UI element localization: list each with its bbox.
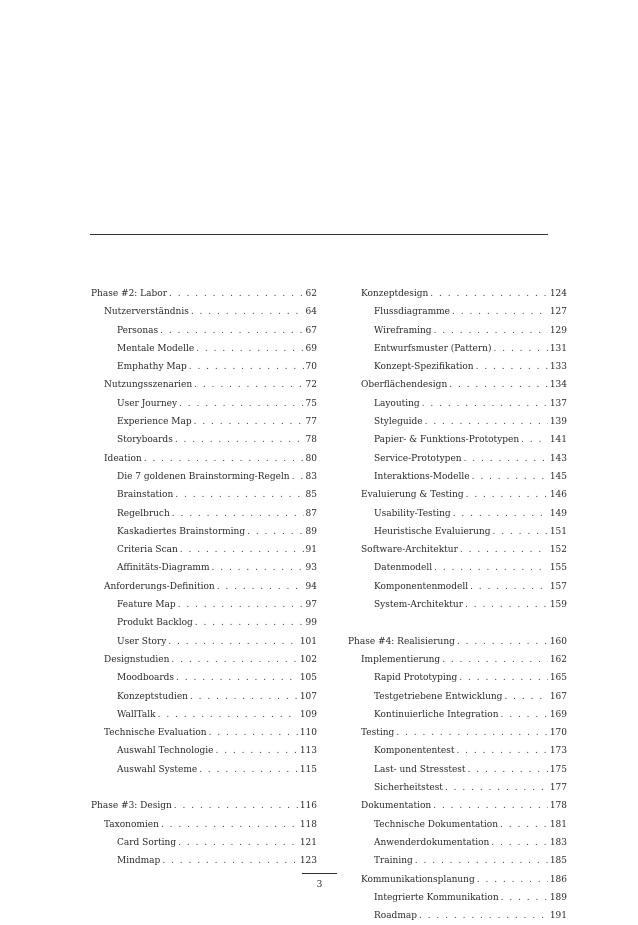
dot-leader bbox=[460, 541, 548, 559]
toc-subsection-entry[interactable] bbox=[348, 523, 567, 541]
toc-entry-title: Wireframing bbox=[374, 325, 432, 336]
toc-entry-page: 173 bbox=[549, 746, 567, 757]
dot-leader bbox=[178, 596, 304, 614]
toc-entry-title: Konzeptdesign bbox=[361, 289, 429, 299]
dot-leader bbox=[492, 523, 547, 541]
toc-entry-title: Datenmodell bbox=[374, 563, 433, 574]
toc-entry-title: Last- und Stresstest bbox=[374, 764, 466, 775]
toc-entry-title: Komponentenmodell bbox=[374, 581, 469, 592]
toc-subsection-entry[interactable] bbox=[91, 596, 317, 614]
header-rule bbox=[90, 234, 548, 235]
toc-section-entry[interactable] bbox=[91, 578, 317, 596]
dot-leader bbox=[194, 413, 304, 431]
toc-entry-title: Feature Map bbox=[117, 600, 176, 611]
toc-entry-title: Produkt Backlog bbox=[117, 618, 193, 629]
toc-entry-title: Taxonomien bbox=[104, 819, 159, 830]
toc-subsection-entry[interactable] bbox=[348, 907, 567, 925]
dot-leader bbox=[175, 486, 303, 504]
dot-leader bbox=[396, 724, 548, 742]
dot-leader bbox=[168, 633, 298, 651]
toc-entry-page: 162 bbox=[549, 654, 567, 665]
toc-subsection-entry[interactable] bbox=[91, 358, 317, 376]
dot-leader bbox=[172, 505, 304, 523]
toc-entry-page: 185 bbox=[549, 856, 567, 867]
toc-entry-title: Regelbruch bbox=[117, 508, 170, 519]
toc-entry-page: 165 bbox=[549, 673, 567, 684]
toc-entry-page: 170 bbox=[549, 728, 567, 739]
toc-section-entry[interactable] bbox=[91, 816, 317, 834]
dot-leader bbox=[500, 816, 548, 834]
toc-phase-entry[interactable] bbox=[348, 633, 567, 651]
dot-leader bbox=[433, 797, 548, 815]
toc-entry-title: Ideation bbox=[104, 453, 142, 464]
toc-subsection-entry[interactable] bbox=[348, 688, 567, 706]
dot-leader bbox=[459, 669, 547, 687]
toc-entry-page: 75 bbox=[305, 398, 317, 409]
dot-leader bbox=[521, 431, 548, 449]
dot-leader bbox=[501, 706, 548, 724]
toc-entry-title: Testing bbox=[361, 728, 395, 739]
toc-subsection-entry[interactable] bbox=[348, 340, 567, 358]
dot-leader bbox=[175, 431, 304, 449]
toc-subsection-entry[interactable] bbox=[91, 431, 317, 449]
toc-entry-page: 169 bbox=[549, 709, 567, 720]
toc-entry-title: Testgetriebene Entwicklung bbox=[374, 691, 503, 702]
toc-entry-page: 146 bbox=[549, 490, 567, 501]
toc-entry-title: Brainstation bbox=[117, 490, 174, 501]
toc-subsection-entry[interactable] bbox=[91, 834, 317, 852]
toc-entry-title: Phase #3: Design bbox=[91, 801, 172, 812]
toc-entry-title: Sicherheitstest bbox=[374, 783, 443, 794]
dot-leader bbox=[162, 852, 298, 870]
toc-entry-title: Mentale Modelle bbox=[117, 343, 195, 354]
dot-leader bbox=[442, 651, 548, 669]
toc-subsection-entry[interactable] bbox=[91, 322, 317, 340]
dot-leader bbox=[292, 468, 304, 486]
toc-subsection-entry[interactable] bbox=[91, 614, 317, 632]
toc-section-entry[interactable] bbox=[91, 651, 317, 669]
toc-entry-page: 145 bbox=[549, 471, 567, 482]
dot-leader bbox=[196, 340, 303, 358]
dot-leader bbox=[191, 303, 304, 321]
toc-entry-title: Card Sorting bbox=[117, 837, 177, 848]
toc-entry-title: Entwurfsmuster (Pattern) bbox=[374, 343, 492, 354]
toc-entry-page: 178 bbox=[549, 801, 567, 812]
dot-leader bbox=[477, 871, 548, 889]
toc-entry-title: Software-Architektur bbox=[361, 545, 458, 556]
toc-entry-title: Anwenderdokumentation bbox=[374, 837, 490, 848]
toc-entry-title: Service-Prototypen bbox=[374, 453, 462, 464]
toc-entry-page: 102 bbox=[299, 654, 317, 665]
dot-leader bbox=[195, 614, 304, 632]
toc-entry-title: Layouting bbox=[374, 398, 420, 409]
dot-leader bbox=[472, 468, 548, 486]
toc-entry-page: 177 bbox=[549, 783, 567, 794]
dot-leader bbox=[425, 413, 548, 431]
dot-leader bbox=[494, 340, 548, 358]
toc-entry-title: Styleguide bbox=[374, 417, 423, 428]
toc-entry-title: Criteria Scan bbox=[117, 545, 178, 556]
toc-entry-title: User Story bbox=[117, 636, 167, 647]
toc-entry-title: Designstudien bbox=[104, 654, 170, 665]
toc-entry-page: 89 bbox=[305, 526, 317, 537]
toc-section-entry[interactable] bbox=[91, 450, 317, 468]
dot-leader bbox=[465, 596, 548, 614]
toc-phase-entry[interactable] bbox=[91, 797, 317, 815]
dot-leader bbox=[247, 523, 303, 541]
toc-column-left bbox=[91, 285, 317, 871]
toc-subsection-entry[interactable] bbox=[348, 742, 567, 760]
toc-entry-title: Implementierung bbox=[361, 654, 441, 665]
dot-leader bbox=[449, 376, 548, 394]
toc-subsection-entry[interactable] bbox=[348, 505, 567, 523]
toc-subsection-entry[interactable] bbox=[91, 505, 317, 523]
footer-rule bbox=[302, 873, 337, 874]
dot-leader bbox=[217, 578, 304, 596]
toc-entry-title: Moodboards bbox=[117, 673, 175, 684]
toc-subsection-entry[interactable] bbox=[348, 889, 567, 907]
toc-entry-title: Kontinuierliche Integration bbox=[374, 709, 499, 720]
toc-entry-title: Affinitäts-Diagramm bbox=[117, 563, 210, 574]
dot-leader bbox=[209, 724, 298, 742]
toc-section-entry[interactable] bbox=[91, 303, 317, 321]
toc-section-entry[interactable] bbox=[348, 285, 567, 303]
toc-entry-page: 127 bbox=[549, 307, 567, 318]
toc-entry-title: Phase #4: Realisierung bbox=[348, 636, 455, 647]
toc-entry-page: 183 bbox=[549, 837, 567, 848]
toc-entry-page: 121 bbox=[299, 837, 317, 848]
toc-subsection-entry[interactable] bbox=[348, 431, 567, 449]
toc-subsection-entry[interactable] bbox=[91, 669, 317, 687]
toc-entry-title: Integrierte Kommunikation bbox=[374, 892, 499, 903]
dot-leader bbox=[491, 834, 548, 852]
toc-entry-title: Evaluierung & Testing bbox=[361, 490, 464, 501]
toc-entry-page: 110 bbox=[299, 728, 317, 739]
dot-leader bbox=[452, 303, 548, 321]
toc-entry-page: 160 bbox=[549, 636, 567, 647]
toc-subsection-entry[interactable] bbox=[348, 468, 567, 486]
toc-section-entry[interactable] bbox=[348, 651, 567, 669]
dot-leader bbox=[160, 322, 303, 340]
toc-entry-page: 83 bbox=[305, 471, 317, 482]
toc-section-entry[interactable] bbox=[348, 541, 567, 559]
toc-subsection-entry[interactable] bbox=[91, 541, 317, 559]
toc-entry-title: Kaskadiertes Brainstorming bbox=[117, 526, 246, 537]
toc-entry-title: Usability-Testing bbox=[374, 508, 451, 519]
dot-leader bbox=[501, 889, 548, 907]
dot-leader bbox=[215, 742, 297, 760]
page-number: 3 bbox=[316, 880, 323, 890]
toc-entry-page: 131 bbox=[549, 343, 567, 354]
toc-entry-title: Papier- & Funktions-Prototypen bbox=[374, 435, 520, 446]
toc-entry-page: 124 bbox=[549, 289, 567, 299]
toc-entry-title: System-Architektur bbox=[374, 600, 464, 611]
toc-entry-page: 69 bbox=[305, 343, 317, 354]
dot-leader bbox=[176, 669, 298, 687]
dot-leader bbox=[468, 761, 548, 779]
toc-entry-title: Konzeptstudien bbox=[117, 691, 188, 702]
toc-entry-title: Phase #2: Labor bbox=[91, 289, 168, 299]
toc-entry-page: 191 bbox=[549, 911, 567, 922]
toc-subsection-entry[interactable] bbox=[348, 779, 567, 797]
toc-subsection-entry[interactable] bbox=[91, 395, 317, 413]
toc-entry-title: Auswahl Technologie bbox=[117, 746, 214, 757]
toc-section-entry[interactable] bbox=[348, 486, 567, 504]
toc-entry-title: Kommunikationsplanung bbox=[361, 874, 475, 885]
toc-entry-title: Nutzungsszenarien bbox=[104, 380, 193, 391]
toc-entry-title: Technische Dokumentation bbox=[374, 819, 499, 830]
toc-entry-page: 167 bbox=[549, 691, 567, 702]
toc-entry-title: Technische Evaluation bbox=[104, 728, 207, 739]
toc-entry-page: 175 bbox=[549, 764, 567, 775]
toc-subsection-entry[interactable] bbox=[91, 688, 317, 706]
dot-leader bbox=[178, 834, 298, 852]
toc-section-entry[interactable] bbox=[348, 797, 567, 815]
toc-subsection-entry[interactable] bbox=[91, 468, 317, 486]
toc-subsection-entry[interactable] bbox=[348, 816, 567, 834]
dot-leader bbox=[179, 395, 304, 413]
toc-subsection-entry[interactable] bbox=[348, 450, 567, 468]
toc-entry-page: 141 bbox=[549, 435, 567, 446]
toc-subsection-entry[interactable] bbox=[348, 413, 567, 431]
toc-subsection-entry[interactable] bbox=[348, 578, 567, 596]
toc-subsection-entry[interactable] bbox=[91, 340, 317, 358]
dot-leader bbox=[466, 486, 548, 504]
toc-entry-page: 97 bbox=[305, 600, 317, 611]
toc-entry-title: Komponententest bbox=[374, 746, 455, 757]
toc-entry-page: 64 bbox=[305, 307, 317, 318]
dot-leader bbox=[190, 688, 298, 706]
dot-leader bbox=[434, 559, 548, 577]
toc-entry-page: 181 bbox=[549, 819, 567, 830]
dot-leader bbox=[194, 376, 303, 394]
toc-entry-page: 186 bbox=[549, 874, 567, 885]
toc-spacer bbox=[91, 779, 317, 797]
toc-entry-title: User Journey bbox=[117, 398, 178, 409]
toc-subsection-entry[interactable] bbox=[348, 761, 567, 779]
toc-entry-page: 159 bbox=[549, 600, 567, 611]
toc-phase-entry[interactable] bbox=[91, 285, 317, 303]
dot-leader bbox=[180, 541, 304, 559]
toc-entry-title: Heuristische Evaluierung bbox=[374, 526, 491, 537]
toc-subsection-entry[interactable] bbox=[348, 669, 567, 687]
toc-entry-page: 151 bbox=[549, 526, 567, 537]
dot-leader bbox=[158, 706, 298, 724]
dot-leader bbox=[174, 797, 298, 815]
toc-entry-page: 189 bbox=[549, 892, 567, 903]
dot-leader bbox=[422, 395, 548, 413]
toc-entry-title: Flussdiagramme bbox=[374, 307, 450, 318]
toc-subsection-entry[interactable] bbox=[91, 742, 317, 760]
toc-entry-page: 118 bbox=[299, 819, 317, 830]
dot-leader bbox=[445, 779, 548, 797]
toc-subsection-entry[interactable] bbox=[348, 706, 567, 724]
toc-entry-page: 115 bbox=[299, 764, 317, 775]
toc-entry-title: Die 7 goldenen Brainstorming-Regeln bbox=[117, 471, 290, 482]
toc-entry-title: Auswahl Systeme bbox=[117, 764, 198, 775]
dot-leader bbox=[169, 285, 304, 303]
toc-entry-page: 72 bbox=[305, 380, 317, 391]
toc-entry-page: 80 bbox=[305, 453, 317, 464]
dot-leader bbox=[464, 450, 548, 468]
dot-leader bbox=[419, 907, 548, 925]
dot-leader bbox=[457, 633, 548, 651]
toc-entry-title: Oberflächendesign bbox=[361, 380, 448, 391]
toc-entry-page: 101 bbox=[299, 636, 317, 647]
dot-leader bbox=[456, 742, 547, 760]
toc-entry-page: 129 bbox=[549, 325, 567, 336]
toc-entry-page: 137 bbox=[549, 398, 567, 409]
dot-leader bbox=[171, 651, 297, 669]
toc-entry-page: 105 bbox=[299, 673, 317, 684]
toc-entry-page: 91 bbox=[305, 545, 317, 556]
toc-entry-page: 107 bbox=[299, 691, 317, 702]
toc-entry-page: 157 bbox=[549, 581, 567, 592]
toc-entry-page: 123 bbox=[299, 856, 317, 867]
toc-subsection-entry[interactable] bbox=[91, 413, 317, 431]
toc-subsection-entry[interactable] bbox=[348, 395, 567, 413]
toc-entry-page: 155 bbox=[549, 563, 567, 574]
toc-subsection-entry[interactable] bbox=[348, 358, 567, 376]
toc-subsection-entry[interactable] bbox=[348, 834, 567, 852]
toc-entry-page: 149 bbox=[549, 508, 567, 519]
toc-subsection-entry[interactable] bbox=[348, 852, 567, 870]
toc-subsection-entry[interactable] bbox=[348, 596, 567, 614]
toc-section-entry[interactable] bbox=[91, 376, 317, 394]
toc-subsection-entry[interactable] bbox=[91, 633, 317, 651]
dot-leader bbox=[212, 559, 304, 577]
toc-entry-title: Storyboards bbox=[117, 435, 173, 446]
toc-entry-page: 78 bbox=[305, 435, 317, 446]
toc-subsection-entry[interactable] bbox=[348, 303, 567, 321]
toc-entry-title: Konzept-Spezifikation bbox=[374, 362, 474, 373]
toc-entry-page: 152 bbox=[549, 545, 567, 556]
toc-entry-page: 62 bbox=[305, 289, 317, 299]
toc-subsection-entry[interactable] bbox=[91, 706, 317, 724]
toc-entry-page: 116 bbox=[299, 801, 317, 812]
toc-entry-page: 139 bbox=[549, 417, 567, 428]
toc-entry-page: 70 bbox=[305, 362, 317, 373]
toc-entry-title: Experience Map bbox=[117, 417, 192, 428]
toc-entry-title: Anforderungs-Definition bbox=[104, 581, 215, 592]
toc-entry-title: Emphathy Map bbox=[117, 362, 187, 373]
toc-entry-title: Nutzerverständnis bbox=[104, 307, 189, 318]
toc-entry-page: 87 bbox=[305, 508, 317, 519]
toc-entry-title: Mindmap bbox=[117, 856, 161, 867]
toc-entry-page: 94 bbox=[305, 581, 317, 592]
dot-leader bbox=[430, 285, 548, 303]
toc-subsection-entry[interactable] bbox=[91, 523, 317, 541]
toc-entry-page: 113 bbox=[299, 746, 317, 757]
dot-leader bbox=[470, 578, 548, 596]
toc-subsection-entry[interactable] bbox=[91, 852, 317, 870]
toc-entry-page: 133 bbox=[549, 362, 567, 373]
toc-entry-title: WallTalk bbox=[117, 709, 156, 720]
toc-entry-page: 77 bbox=[305, 417, 317, 428]
toc-entry-page: 67 bbox=[305, 325, 317, 336]
toc-section-entry[interactable] bbox=[348, 376, 567, 394]
toc-spacer bbox=[348, 614, 567, 632]
toc-column-right bbox=[348, 285, 567, 925]
toc-subsection-entry[interactable] bbox=[91, 761, 317, 779]
dot-leader bbox=[144, 450, 304, 468]
toc-section-entry[interactable] bbox=[91, 724, 317, 742]
toc-entry-title: Rapid Prototyping bbox=[374, 673, 458, 684]
toc-subsection-entry[interactable] bbox=[91, 559, 317, 577]
toc-subsection-entry[interactable] bbox=[91, 486, 317, 504]
toc-entry-page: 85 bbox=[305, 490, 317, 501]
dot-leader bbox=[453, 505, 548, 523]
toc-section-entry[interactable] bbox=[348, 724, 567, 742]
dot-leader bbox=[504, 688, 547, 706]
toc-section-entry[interactable] bbox=[348, 871, 567, 889]
toc-entry-page: 109 bbox=[299, 709, 317, 720]
dot-leader bbox=[415, 852, 548, 870]
dot-leader bbox=[161, 816, 298, 834]
toc-entry-title: Roadmap bbox=[374, 911, 417, 922]
toc-entry-title: Interaktions-Modelle bbox=[374, 471, 470, 482]
dot-leader bbox=[476, 358, 548, 376]
toc-entry-page: 99 bbox=[305, 618, 317, 629]
toc-entry-page: 143 bbox=[549, 453, 567, 464]
toc-entry-page: 93 bbox=[305, 563, 317, 574]
dot-leader bbox=[189, 358, 304, 376]
toc-entry-title: Training bbox=[374, 856, 413, 867]
dot-leader bbox=[434, 322, 548, 340]
dot-leader bbox=[199, 761, 298, 779]
toc-entry-title: Personas bbox=[117, 325, 159, 336]
toc-entry-title: Dokumentation bbox=[361, 801, 432, 812]
toc-entry-page: 134 bbox=[549, 380, 567, 391]
toc-subsection-entry[interactable] bbox=[348, 322, 567, 340]
toc-subsection-entry[interactable] bbox=[348, 559, 567, 577]
